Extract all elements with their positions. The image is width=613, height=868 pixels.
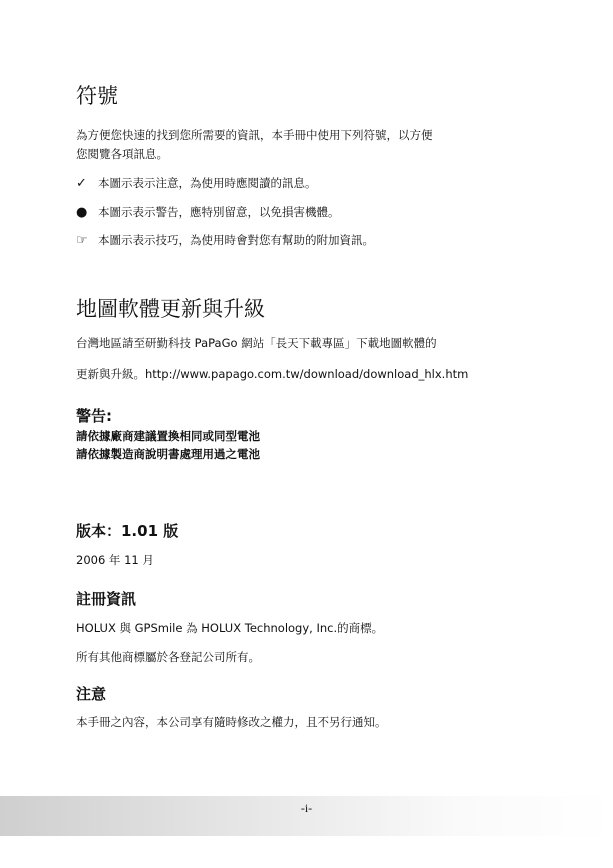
trademark-heading: 註冊資訊 [76, 590, 137, 608]
symbol-item-text: 本圖示表示注意，為使用時應閱讀的訊息。 [98, 176, 317, 190]
symbol-item-note [76, 175, 317, 191]
symbol-item-tip [76, 232, 374, 248]
update-line-2: 更新與升級。http://www.papago.com.tw/download/download_hlx.htm [76, 367, 469, 381]
version-heading: 版本：1.01 版 [76, 522, 179, 540]
symbol-item-text: 本圖示表示技巧，為使用時會對您有幫助的附加資訊。 [98, 233, 374, 247]
bomb-icon: ● [76, 204, 88, 220]
warning-line-1: 請依據廠商建議置換相同或同型電池 [76, 429, 260, 443]
symbol-item-warning [76, 204, 340, 220]
symbols-intro-line-2: 您閱覽各項訊息。 [76, 147, 168, 161]
notice-text: 本手冊之內容，本公司享有隨時修改之權力，且不另行通知。 [76, 715, 387, 729]
warning-heading: 警告: [76, 407, 112, 425]
version-date: 2006 年 11 月 [76, 553, 154, 567]
symbol-item-text: 本圖示表示警告，應特別留意，以免損害機體。 [98, 205, 340, 219]
warning-line-2: 請依據製造商說明書處理用過之電池 [76, 447, 260, 461]
symbols-intro-line-1: 為方便您快速的找到您所需要的資訊，本手冊中使用下列符號，以方便 [76, 128, 433, 142]
pointing-hand-icon: ☞ [76, 232, 88, 248]
update-heading: 地圖軟體更新與升級 [76, 297, 265, 321]
trademark-line-2: 所有其他商標屬於各登記公司所有。 [76, 650, 260, 664]
notice-heading: 注意 [76, 685, 107, 703]
checkmark-icon: ✓ [76, 175, 87, 191]
trademark-line-1: HOLUX 與 GPSmile 為 HOLUX Technology, Inc.的商標。 [76, 621, 384, 635]
page-number: -i- [300, 801, 313, 815]
update-line-1: 台灣地區請至研勤科技 PaPaGo 網站「長天下載專區」下載地圖軟體的 [76, 336, 437, 350]
symbols-heading: 符號 [76, 84, 118, 108]
